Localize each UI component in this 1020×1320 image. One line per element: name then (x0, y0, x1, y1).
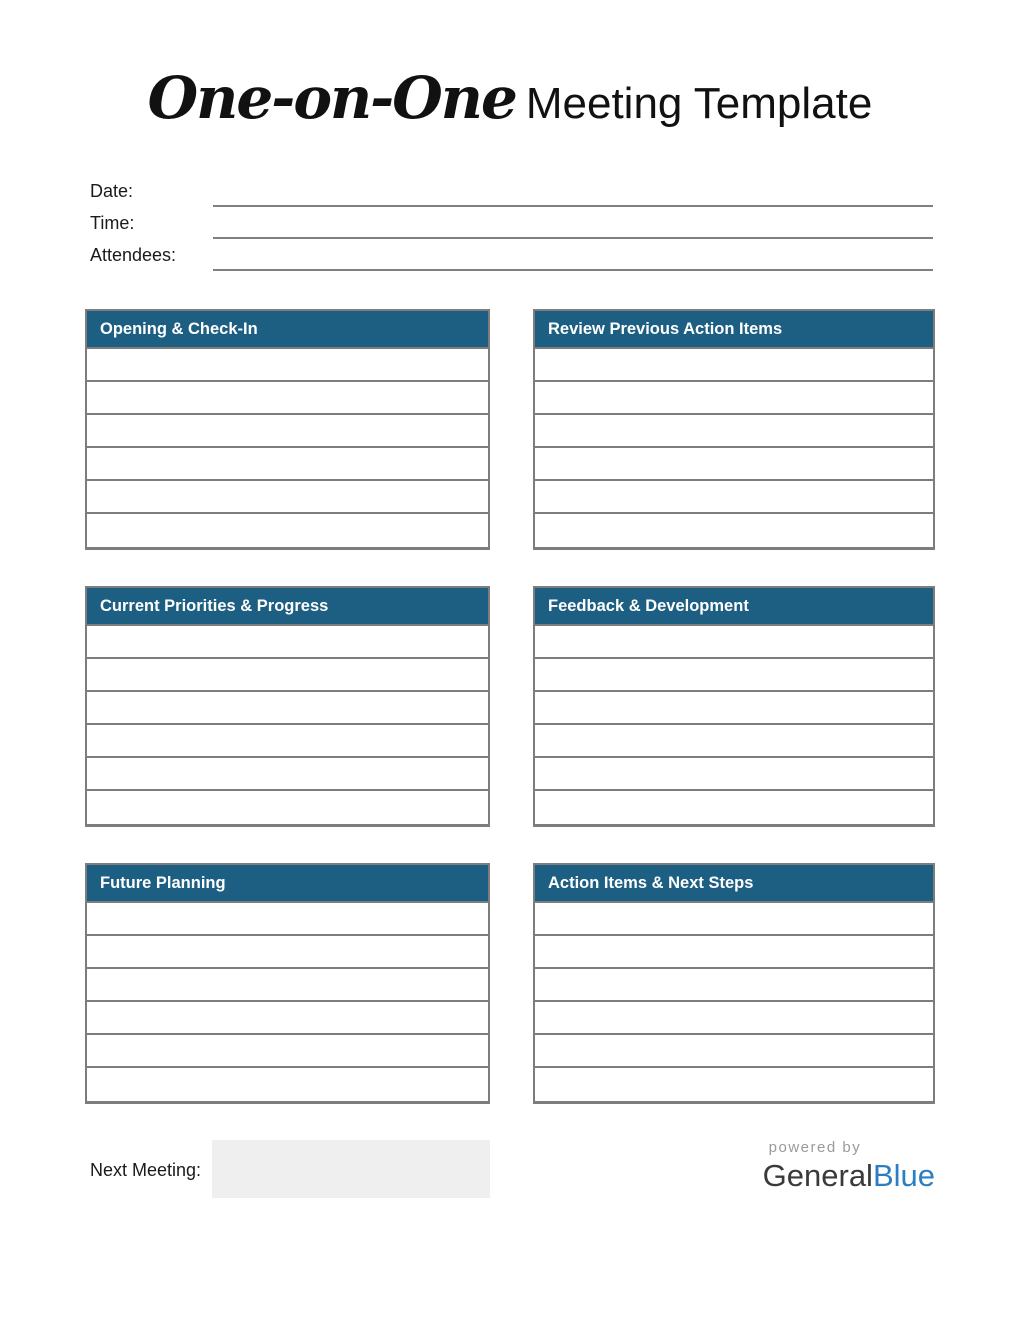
empty-note-row[interactable] (87, 1002, 488, 1035)
empty-note-row[interactable] (87, 448, 488, 481)
section-header-review-previous-action-items: Review Previous Action Items (535, 311, 933, 349)
next-meeting-label: Next Meeting: (90, 1160, 202, 1180)
next-meeting-input-box[interactable] (212, 1140, 490, 1198)
generalblue-logo (763, 1159, 935, 1193)
section-rows (87, 349, 488, 547)
empty-note-row[interactable] (87, 969, 488, 1002)
empty-note-row[interactable] (535, 692, 933, 725)
empty-note-row[interactable] (535, 1068, 933, 1101)
attendees-row (90, 239, 933, 271)
time-label: Time: (90, 213, 135, 233)
time-row (90, 207, 933, 239)
section-rows (87, 626, 488, 824)
empty-note-row[interactable] (87, 903, 488, 936)
attendees-label: Attendees: (90, 245, 177, 265)
empty-note-row[interactable] (535, 626, 933, 659)
page-title (0, 0, 1020, 150)
empty-note-row[interactable] (535, 415, 933, 448)
empty-note-row[interactable] (87, 659, 488, 692)
empty-note-row[interactable] (535, 725, 933, 758)
empty-note-row[interactable] (87, 725, 488, 758)
meta-fields (90, 175, 933, 271)
page-title-script: One-on-One (147, 64, 516, 132)
section-review-previous-action-items (533, 309, 935, 550)
section-rows (535, 349, 933, 547)
empty-note-row[interactable] (87, 791, 488, 824)
empty-note-row[interactable] (535, 903, 933, 936)
empty-note-row[interactable] (535, 481, 933, 514)
section-future-planning (85, 863, 490, 1104)
section-header-feedback-development: Feedback & Development (535, 588, 933, 626)
brand-blue: Blue (872, 1157, 935, 1193)
empty-note-row[interactable] (535, 1035, 933, 1068)
section-header-action-items-next-steps: Action Items & Next Steps (535, 865, 933, 903)
section-action-items-next-steps (533, 863, 935, 1104)
empty-note-row[interactable] (535, 514, 933, 547)
section-rows (87, 903, 488, 1101)
empty-note-row[interactable] (535, 659, 933, 692)
empty-note-row[interactable] (87, 1035, 488, 1068)
empty-note-row[interactable] (87, 936, 488, 969)
empty-note-row[interactable] (535, 382, 933, 415)
date-row (90, 175, 933, 207)
empty-note-row[interactable] (87, 758, 488, 791)
empty-note-row[interactable] (87, 415, 488, 448)
empty-note-row[interactable] (535, 448, 933, 481)
empty-note-row[interactable] (87, 692, 488, 725)
empty-note-row[interactable] (87, 1068, 488, 1101)
section-opening-check-in (85, 309, 490, 550)
empty-note-row[interactable] (87, 626, 488, 659)
brand-general: General (762, 1157, 873, 1193)
powered-by-text: powered by (768, 1139, 862, 1156)
empty-note-row[interactable] (535, 936, 933, 969)
empty-note-row[interactable] (87, 481, 488, 514)
section-rows (535, 903, 933, 1101)
footer (90, 1140, 935, 1198)
time-input-line[interactable] (213, 211, 933, 239)
brand-block (763, 1140, 935, 1193)
empty-note-row[interactable] (535, 349, 933, 382)
sections-grid (85, 309, 1020, 1104)
date-input-line[interactable] (213, 179, 933, 207)
empty-note-row[interactable] (87, 349, 488, 382)
date-label: Date: (90, 181, 134, 201)
page-title-regular: Meeting Template (525, 79, 873, 128)
section-current-priorities-progress (85, 586, 490, 827)
empty-note-row[interactable] (535, 758, 933, 791)
section-header-opening-check-in: Opening & Check-In (87, 311, 488, 349)
section-header-future-planning: Future Planning (87, 865, 488, 903)
attendees-input-line[interactable] (213, 243, 933, 271)
empty-note-row[interactable] (87, 514, 488, 547)
empty-note-row[interactable] (535, 791, 933, 824)
empty-note-row[interactable] (87, 382, 488, 415)
section-feedback-development (533, 586, 935, 827)
section-header-current-priorities-progress: Current Priorities & Progress (87, 588, 488, 626)
empty-note-row[interactable] (535, 1002, 933, 1035)
empty-note-row[interactable] (535, 969, 933, 1002)
section-rows (535, 626, 933, 824)
